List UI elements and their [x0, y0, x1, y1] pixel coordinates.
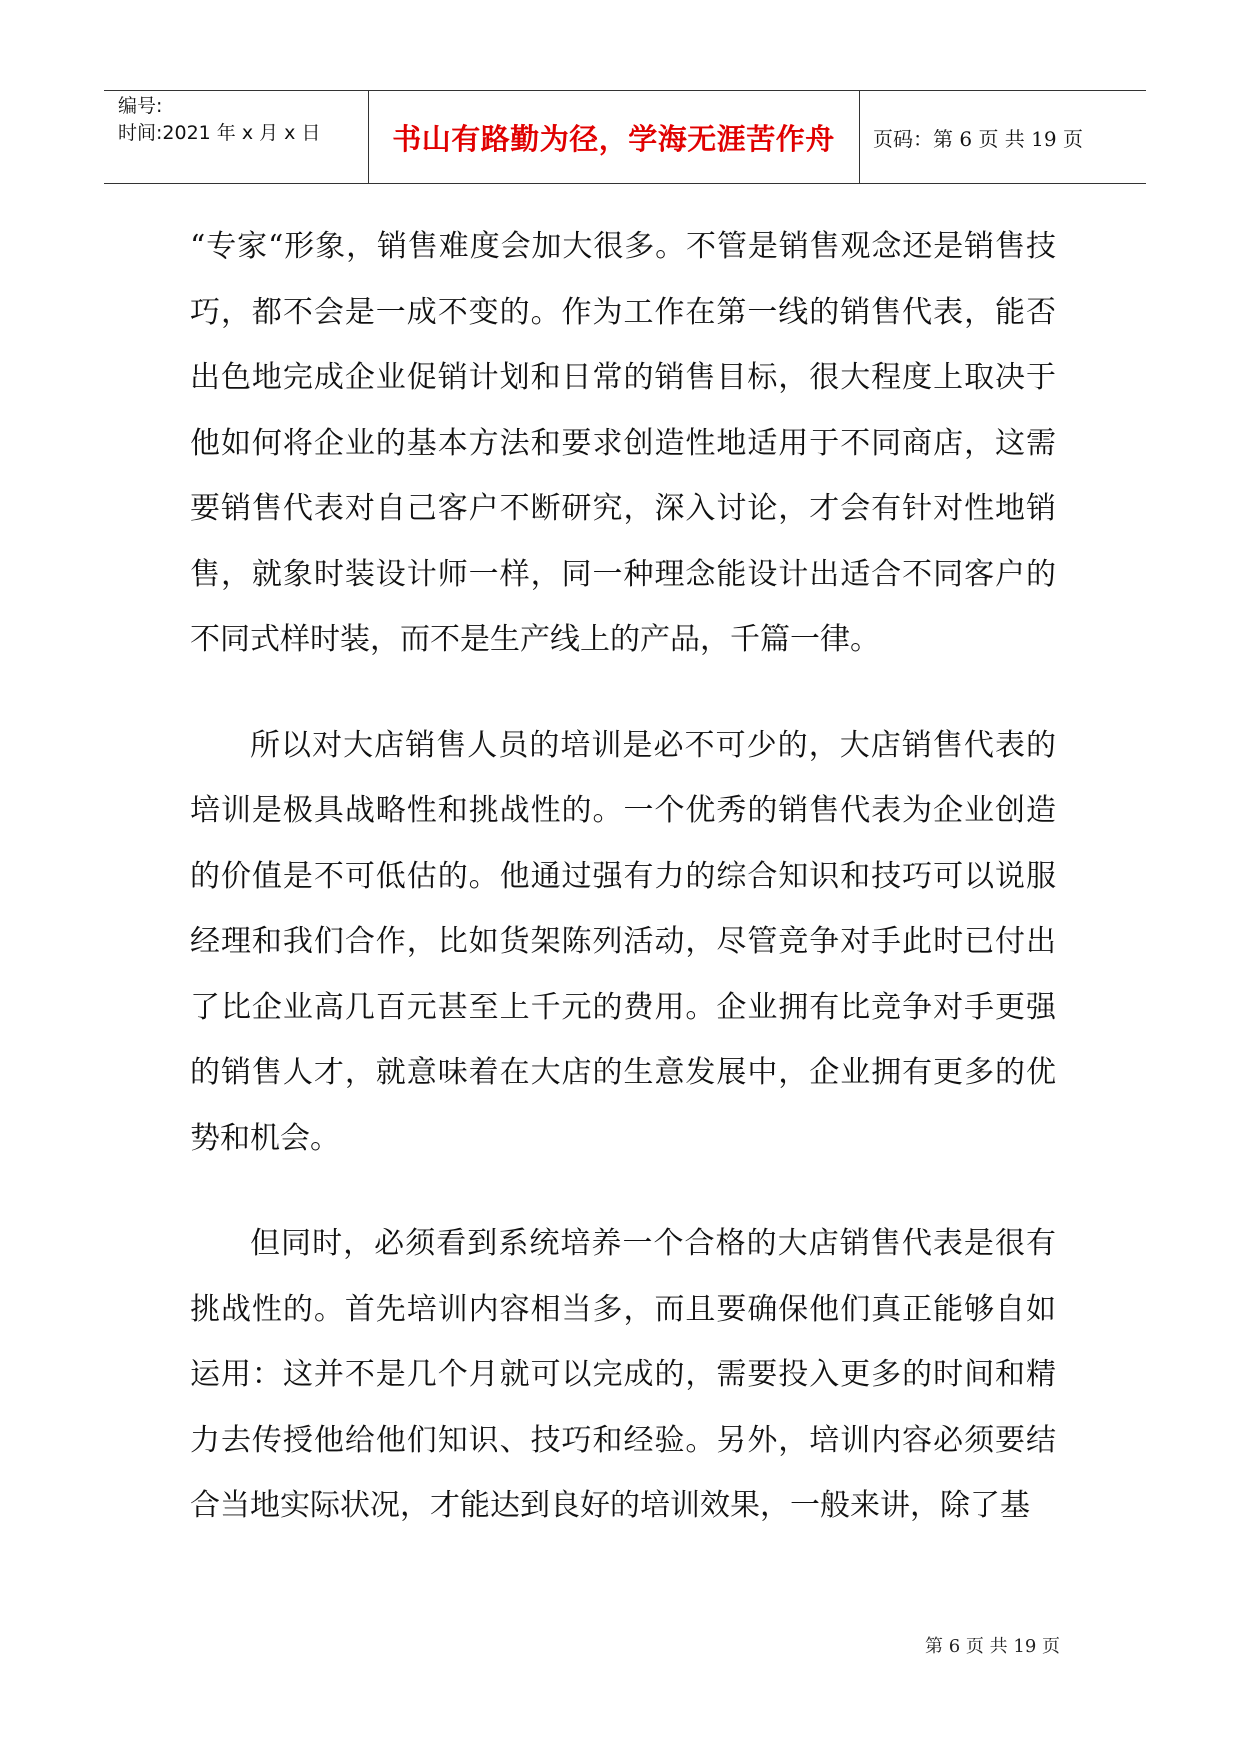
header-page-code: 页码：第 6 页 共 19 页: [873, 126, 1083, 151]
paragraph-1: “专家“形象，销售难度会加大很多。不管是销售观念还是销售技巧，都不会是一成不变的。作为工作在第一线的销售代表，能否出色地完成企业促销计划和日常的销售目标，很大程度上取决于他如何将企业的基本方法和要求创造性地适用于不同商店，这需要销售代表对自己客户不断研究，深入讨论，才会有针对性地销售，就象时装设计师一样，同一种理念能设计出适合不同客户的不同式样时装，而不是生产线上的产品，千篇一律。: [190, 229, 1056, 657]
page-header: [104, 90, 1146, 184]
paragraph-3: 但同时，必须看到系统培养一个合格的大店销售代表是很有挑战性的。首先培训内容相当多，而且要确保他们真正能够自如运用：这并不是几个月就可以完成的，需要投入更多的时间和精力去传授他给他们知识、技巧和经验。另外，培训内容必须要结合当地实际状况，才能达到良好的培训效果，一般来讲，除了基: [190, 1226, 1056, 1523]
page-footer: 第 6 页 共 19 页: [925, 1636, 1060, 1657]
paragraph-2: 所以对大店销售人员的培训是必不可少的，大店销售代表的培训是极具战略性和挑战性的。一个优秀的销售代表为企业创造的价值是不可低估的。他通过强有力的综合知识和技巧可以说服经理和我们合作，比如货架陈列活动，尽管竞争对手此时已付出了比企业高几百元甚至上千元的费用。企业拥有比竞争对手更强的销售人才，就意味着在大店的生意发展中，企业拥有更多的优势和机会。: [190, 727, 1056, 1156]
header-divider: [859, 91, 860, 183]
header-motto: 书山有路勤为径，学海无涯苦作舟: [392, 121, 835, 156]
time-label: 时间:2021 年 x 月 x 日: [118, 122, 321, 144]
body-text: [190, 214, 1056, 1539]
serial-number-label: 编号:: [118, 95, 163, 117]
header-left-cell: [118, 93, 363, 147]
